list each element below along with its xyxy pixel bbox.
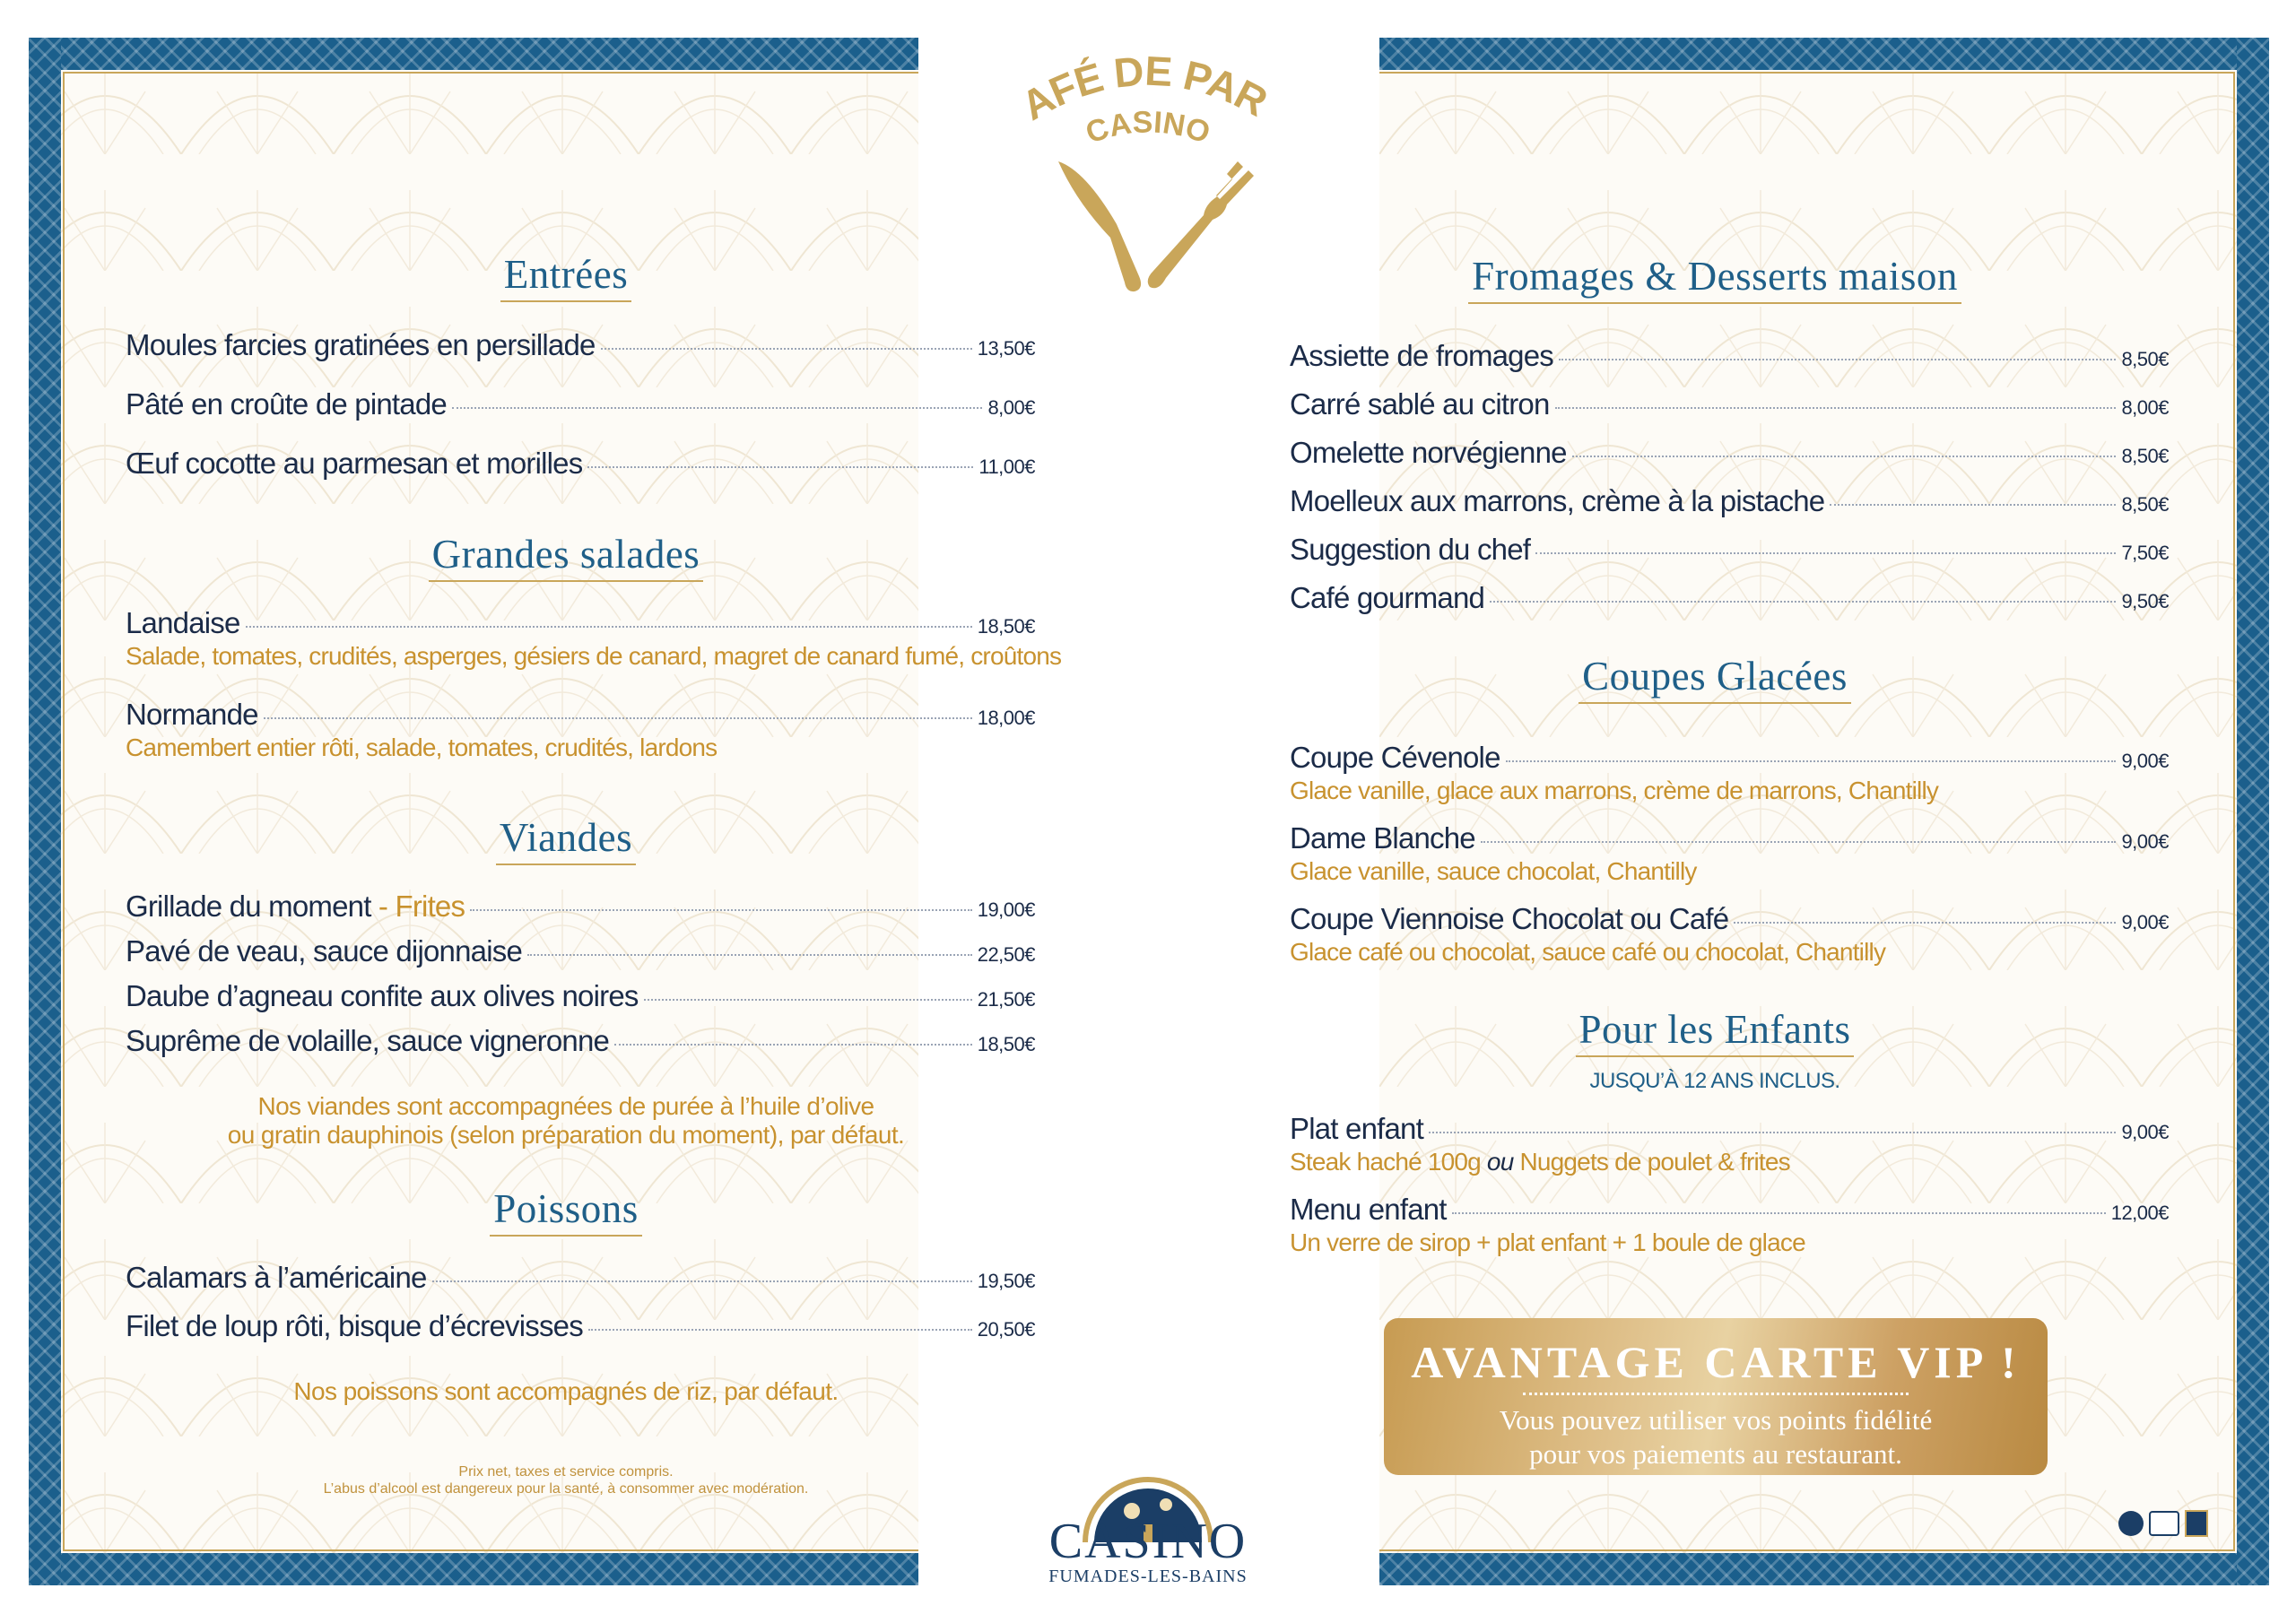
menu-item <box>126 606 1035 640</box>
dish-price: 19,50€ <box>977 1270 1035 1292</box>
left-frame-bottom <box>29 1553 918 1585</box>
menu-item <box>126 387 1035 421</box>
menu-item <box>1290 741 2169 775</box>
left-frame-gold-bottom <box>63 1549 918 1551</box>
cafe-de-paris-logo <box>1013 36 1283 305</box>
menu-item <box>126 890 1035 924</box>
dish-name: Grillade du moment - Frites <box>126 890 465 923</box>
dish-description: Un verre de sirop + plat enfant + 1 boule de glace <box>1290 1228 1805 1256</box>
section-title-viandes: Viandes <box>97 814 1035 861</box>
fork-icon <box>1148 161 1254 288</box>
dish-price: 18,00€ <box>977 707 1035 729</box>
section-title-enfants: Pour les Enfants <box>1261 1006 2169 1053</box>
right-frame-bottom <box>1379 1553 2269 1585</box>
vip-text: Vous pouvez utiliser vos points fidélité pour vos paiements au restaurant. <box>1499 1404 1933 1470</box>
menu-item <box>126 698 1035 732</box>
dish-name: Café gourmand <box>1290 581 1485 614</box>
dish-price: 9,00€ <box>2121 911 2169 933</box>
certification-icons <box>2118 1508 2226 1539</box>
section-title-salades: Grandes salades <box>97 531 1035 577</box>
dish-name: Daube d’agneau confite aux olives noires <box>126 979 639 1012</box>
dish-name: Suprême de volaille, sauce vigneronne <box>126 1024 610 1057</box>
dish-name: Dame Blanche <box>1290 821 1475 855</box>
dish-name: Pavé de veau, sauce dijonnaise <box>126 934 522 968</box>
menu-item <box>1290 1112 2169 1146</box>
dish-price: 9,00€ <box>2121 1121 2169 1143</box>
dish-price: 18,50€ <box>977 615 1035 638</box>
vip-title: AVANTAGE CARTE VIP ! <box>1411 1337 2021 1387</box>
dish-name: Coupe Viennoise Chocolat ou Café <box>1290 902 1729 935</box>
menu-item <box>1290 339 2169 373</box>
dish-name: Carré sablé au citron <box>1290 387 1550 421</box>
enfants-subtitle: JUSQU’À 12 ANS INCLUS. <box>1589 1069 1840 1093</box>
left-frame-gold-line <box>63 72 65 1551</box>
dish-description: Camembert entier rôti, salade, tomates, crudités, lardons <box>126 733 718 761</box>
left-frame-top <box>29 38 918 70</box>
dish-price: 8,00€ <box>2121 396 2169 419</box>
menu-item <box>126 1024 1035 1058</box>
dish-description: Glace café ou chocolat, sauce café ou chocolat, Chantilly <box>1290 938 1886 966</box>
dish-description: Salade, tomates, crudités, asperges, gésiers de canard, magret de canard fumé, croûtons <box>126 642 1062 670</box>
right-frame-gold-bottom <box>1379 1549 2235 1551</box>
viandes-note: Nos viandes sont accompagnées de purée à l’huile d’olive ou gratin dauphinois (selon préparation du moment), par défaut. <box>227 1092 905 1149</box>
dish-name: Assiette de fromages <box>1290 339 1553 372</box>
dish-name: Moelleux aux marrons, crème à la pistache <box>1290 484 1825 517</box>
right-frame-top <box>1379 38 2269 70</box>
dish-price: 7,50€ <box>2121 542 2169 564</box>
knife-icon <box>1058 161 1141 291</box>
dish-name: Normande <box>126 698 258 731</box>
right-frame-gold-top <box>1379 72 2235 74</box>
dish-price: 8,50€ <box>2121 445 2169 467</box>
dish-name: Plat enfant <box>1290 1112 1423 1145</box>
dish-price: 9,00€ <box>2121 750 2169 772</box>
dish-price: 9,00€ <box>2121 830 2169 853</box>
dish-price: 21,50€ <box>977 988 1035 1011</box>
menu-item <box>126 979 1035 1013</box>
dish-price: 12,00€ <box>2110 1202 2169 1224</box>
legal-note: Prix net, taxes et service compris. L’abus d’alcool est dangereux pour la santé, à consommer avec modération. <box>323 1464 809 1497</box>
poissons-note: Nos poissons sont accompagnés de riz, par défaut. <box>293 1377 839 1405</box>
dish-price: 8,50€ <box>2121 348 2169 370</box>
logo-emblem <box>1013 36 1283 305</box>
dish-name: Coupe Cévenole <box>1290 741 1500 774</box>
dish-name: Moules farcies gratinées en persillade <box>126 328 596 361</box>
dish-side: - Frites <box>370 890 465 923</box>
menu-item <box>126 447 1035 481</box>
dish-name: Menu enfant <box>1290 1193 1447 1226</box>
right-frame-side <box>2237 38 2269 1585</box>
dish-price: 9,50€ <box>2121 590 2169 612</box>
logo-line2: CASINO <box>1082 105 1214 151</box>
menu-item <box>126 328 1035 362</box>
left-frame-gold-top <box>63 72 918 74</box>
casino-logo <box>1031 1462 1265 1587</box>
label-icon <box>2149 1511 2179 1536</box>
section-title-desserts: Fromages & Desserts maison <box>1261 253 2169 299</box>
dish-name: Landaise <box>126 606 240 639</box>
dish-price: 8,00€ <box>987 396 1035 419</box>
menu-item <box>1290 387 2169 421</box>
menu-item <box>1290 821 2169 855</box>
casino-wordmark: CASINO <box>1048 1514 1248 1569</box>
menu-item <box>1290 436 2169 470</box>
dish-description: Glace vanille, sauce chocolat, Chantilly <box>1290 857 1697 885</box>
menu-item <box>1290 902 2169 936</box>
dish-price: 22,50€ <box>977 943 1035 966</box>
dish-price: 13,50€ <box>977 337 1035 360</box>
section-title-entrees: Entrées <box>97 251 1035 298</box>
dish-price: 11,00€ <box>978 456 1035 478</box>
dish-price: 8,50€ <box>2121 493 2169 516</box>
menu-item <box>1290 484 2169 518</box>
dish-description: Steak haché 100g ou Nuggets de poulet & frites <box>1290 1148 1790 1176</box>
right-frame-gold-line <box>2233 72 2235 1551</box>
vip-card-banner <box>1384 1318 2048 1475</box>
svg-text:CASINO <box>1082 105 1214 150</box>
left-frame-side <box>29 38 61 1585</box>
casino-location: FUMADES-LES-BAINS <box>1048 1567 1248 1586</box>
menu-item <box>126 1309 1035 1343</box>
dish-price: 18,50€ <box>977 1033 1035 1055</box>
menu-item <box>1290 533 2169 567</box>
dish-name: Calamars à l’américaine <box>126 1261 427 1294</box>
dish-price: 19,00€ <box>977 898 1035 921</box>
menu-item <box>126 934 1035 968</box>
logo-line1: AFÉ DE PAR <box>1013 47 1274 129</box>
dish-name: Omelette norvégienne <box>1290 436 1567 469</box>
menu-item <box>1290 581 2169 615</box>
dish-name: Suggestion du chef <box>1290 533 1531 566</box>
building-icon <box>2185 1510 2208 1537</box>
dish-name: Filet de loup rôti, bisque d’écrevisses <box>126 1309 583 1342</box>
dish-description: Glace vanille, glace aux marrons, crème de marrons, Chantilly <box>1290 777 1939 804</box>
vip-divider <box>1523 1393 1909 1395</box>
dish-price: 20,50€ <box>977 1318 1035 1341</box>
menu-item <box>126 1261 1035 1295</box>
section-title-coupes: Coupes Glacées <box>1261 653 2169 699</box>
dish-name: Pâté en croûte de pintade <box>126 387 447 421</box>
accessibility-icon <box>2118 1511 2144 1536</box>
section-title-poissons: Poissons <box>97 1185 1035 1232</box>
menu-item <box>1290 1193 2169 1227</box>
dish-name: Œuf cocotte au parmesan et morilles <box>126 447 583 480</box>
